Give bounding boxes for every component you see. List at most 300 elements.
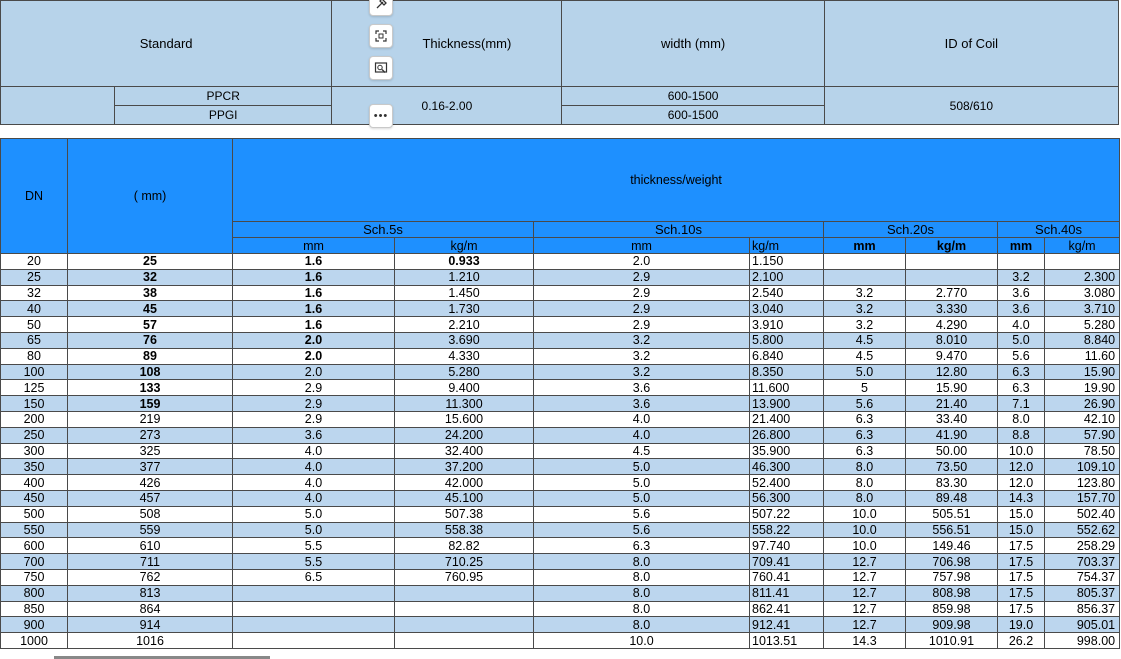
table-cell: 10.0 xyxy=(998,443,1045,459)
table-row xyxy=(1,490,1120,506)
unit-mm-10s: mm xyxy=(534,238,750,254)
table-cell: 2.0 xyxy=(233,364,395,380)
table-cell: 200 xyxy=(1,411,68,427)
table-cell: 710.25 xyxy=(395,554,534,570)
table-cell: 35.900 xyxy=(750,443,824,459)
table-cell: 12.0 xyxy=(998,459,1045,475)
table-row xyxy=(1,506,1120,522)
table-row xyxy=(1,269,1120,285)
table-body xyxy=(1,254,1120,649)
table-cell: 1010.91 xyxy=(906,633,998,649)
table-row xyxy=(1,301,1120,317)
table-cell: 1.6 xyxy=(233,301,395,317)
table-row xyxy=(1,254,1120,270)
sch10s-header: Sch.10s xyxy=(534,222,824,238)
table-cell: 3.6 xyxy=(998,301,1045,317)
table-cell: 610 xyxy=(68,538,233,554)
table-cell: 159 xyxy=(68,396,233,412)
standard-ppgi: PPGI xyxy=(115,106,332,125)
table-cell: 1.6 xyxy=(233,317,395,333)
select-icon[interactable] xyxy=(369,24,393,48)
table-cell: 502.40 xyxy=(1045,506,1120,522)
table-cell: 2.0 xyxy=(534,254,750,270)
table-cell xyxy=(233,585,395,601)
table-cell: 505.51 xyxy=(906,506,998,522)
table-cell: 813 xyxy=(68,585,233,601)
more-icon[interactable]: ••• xyxy=(369,104,393,128)
table-cell: 760.41 xyxy=(750,569,824,585)
tool-icon[interactable] xyxy=(369,0,393,16)
table-cell: 50.00 xyxy=(906,443,998,459)
table-row xyxy=(1,585,1120,601)
table-cell: 757.98 xyxy=(906,569,998,585)
standard-blank-cell xyxy=(1,87,115,125)
table-cell: 4.290 xyxy=(906,317,998,333)
table-cell: 2.9 xyxy=(233,396,395,412)
table-cell: 4.0 xyxy=(998,317,1045,333)
table-cell: 900 xyxy=(1,617,68,633)
table-cell: 2.0 xyxy=(233,332,395,348)
table-cell: 219 xyxy=(68,411,233,427)
table-cell: 1.450 xyxy=(395,285,534,301)
table-cell: 20 xyxy=(1,254,68,270)
table-cell: 52.400 xyxy=(750,475,824,491)
table-row xyxy=(1,411,1120,427)
table-cell: 1.6 xyxy=(233,254,395,270)
table-cell: 8.0 xyxy=(824,459,906,475)
table-cell: 6.840 xyxy=(750,348,824,364)
table-cell: 5.0 xyxy=(233,506,395,522)
unit-mm-40s: mm xyxy=(998,238,1045,254)
table-cell: 37.200 xyxy=(395,459,534,475)
table-row xyxy=(1,522,1120,538)
table-cell: 5.280 xyxy=(395,364,534,380)
table-row xyxy=(1,443,1120,459)
table-cell: 2.0 xyxy=(233,348,395,364)
table-cell: 3.2 xyxy=(534,332,750,348)
table-cell: 862.41 xyxy=(750,601,824,617)
table-row xyxy=(1,601,1120,617)
table-cell: 400 xyxy=(1,475,68,491)
table-cell: 26.2 xyxy=(998,633,1045,649)
table-cell xyxy=(906,254,998,270)
table-cell: 2.9 xyxy=(534,269,750,285)
capture-icon[interactable] xyxy=(369,56,393,80)
table-cell: 909.98 xyxy=(906,617,998,633)
table-cell: 760.95 xyxy=(395,569,534,585)
table-cell: 808.98 xyxy=(906,585,998,601)
table-cell: 2.9 xyxy=(534,301,750,317)
table-cell: 8.0 xyxy=(534,617,750,633)
table-cell: 12.7 xyxy=(824,569,906,585)
table-cell: 250 xyxy=(1,427,68,443)
table-cell: 556.51 xyxy=(906,522,998,538)
table-cell: 8.010 xyxy=(906,332,998,348)
table-cell: 19.0 xyxy=(998,617,1045,633)
table-row xyxy=(1,569,1120,585)
table-cell: 10.0 xyxy=(824,522,906,538)
table-cell: 377 xyxy=(68,459,233,475)
table-cell: 42.000 xyxy=(395,475,534,491)
table-row xyxy=(1,332,1120,348)
table-cell: 17.5 xyxy=(998,538,1045,554)
table-cell: 558.38 xyxy=(395,522,534,538)
table-cell: 82.82 xyxy=(395,538,534,554)
table-cell: 25 xyxy=(1,269,68,285)
table-cell: 998.00 xyxy=(1045,633,1120,649)
table-cell: 800 xyxy=(1,585,68,601)
table-cell: 38 xyxy=(68,285,233,301)
table-cell: 11.60 xyxy=(1045,348,1120,364)
unit-kgm-5s: kg/m xyxy=(395,238,534,254)
table-cell: 550 xyxy=(1,522,68,538)
table-row xyxy=(1,554,1120,570)
table-cell: 1.730 xyxy=(395,301,534,317)
table-cell: 56.300 xyxy=(750,490,824,506)
table-cell: 12.7 xyxy=(824,601,906,617)
table-cell: 258.29 xyxy=(1045,538,1120,554)
table-cell: 3.2 xyxy=(824,301,906,317)
table-cell: 65 xyxy=(1,332,68,348)
sch5s-header: Sch.5s xyxy=(233,222,534,238)
table-cell: 15.0 xyxy=(998,506,1045,522)
table-cell: 709.41 xyxy=(750,554,824,570)
table-cell: 83.30 xyxy=(906,475,998,491)
table-cell: 2.100 xyxy=(750,269,824,285)
table-cell: 97.740 xyxy=(750,538,824,554)
table-cell: 8.350 xyxy=(750,364,824,380)
table-cell: 8.0 xyxy=(534,569,750,585)
table-cell: 109.10 xyxy=(1045,459,1120,475)
coil-spec-table xyxy=(0,0,1119,125)
table-cell: 4.5 xyxy=(534,443,750,459)
table-cell: 46.300 xyxy=(750,459,824,475)
table-cell: 750 xyxy=(1,569,68,585)
table-cell: 40 xyxy=(1,301,68,317)
table-cell: 706.98 xyxy=(906,554,998,570)
table-cell: 19.90 xyxy=(1045,380,1120,396)
table-cell: 157.70 xyxy=(1045,490,1120,506)
table-row xyxy=(1,317,1120,333)
table-cell: 14.3 xyxy=(998,490,1045,506)
table-cell: 859.98 xyxy=(906,601,998,617)
table-cell: 762 xyxy=(68,569,233,585)
table-row xyxy=(1,380,1120,396)
table-cell: 6.3 xyxy=(534,538,750,554)
table-cell: 2.300 xyxy=(1045,269,1120,285)
table-cell: 15.90 xyxy=(1045,364,1120,380)
table-cell: 10.0 xyxy=(824,538,906,554)
table-row xyxy=(1,348,1120,364)
table-cell: 4.0 xyxy=(233,490,395,506)
table-cell xyxy=(1045,254,1120,270)
table-cell: 4.0 xyxy=(233,459,395,475)
thickness-value: 0.16-2.00 xyxy=(332,87,562,125)
table-cell: 1013.51 xyxy=(750,633,824,649)
table-cell: 3.690 xyxy=(395,332,534,348)
table-cell: 805.37 xyxy=(1045,585,1120,601)
sch40s-header: Sch.40s xyxy=(998,222,1120,238)
table-row xyxy=(1,633,1120,649)
table-cell: 76 xyxy=(68,332,233,348)
id-coil-value: 508/610 xyxy=(824,87,1118,125)
table-cell: 8.0 xyxy=(824,490,906,506)
table-cell: 45 xyxy=(68,301,233,317)
table-row xyxy=(1,396,1120,412)
table-cell: 1016 xyxy=(68,633,233,649)
width-header: width (mm) xyxy=(562,1,824,87)
table-cell: 4.5 xyxy=(824,332,906,348)
table-cell: 14.3 xyxy=(824,633,906,649)
width-ppgi: 600-1500 xyxy=(562,106,824,125)
table-cell: 6.3 xyxy=(998,364,1045,380)
table-cell: 10.0 xyxy=(534,633,750,649)
table-cell: 100 xyxy=(1,364,68,380)
table-cell: 11.600 xyxy=(750,380,824,396)
table-cell: 5.0 xyxy=(534,490,750,506)
table-cell: 4.5 xyxy=(824,348,906,364)
table-cell: 3.2 xyxy=(998,269,1045,285)
table-cell: 558.22 xyxy=(750,522,824,538)
table-cell: 57.90 xyxy=(1045,427,1120,443)
table-cell: 2.9 xyxy=(233,380,395,396)
table-cell: 273 xyxy=(68,427,233,443)
table-cell: 133 xyxy=(68,380,233,396)
table-cell xyxy=(395,617,534,633)
table-cell: 12.80 xyxy=(906,364,998,380)
table-cell: 15.0 xyxy=(998,522,1045,538)
table-cell: 3.2 xyxy=(534,348,750,364)
table-cell: 850 xyxy=(1,601,68,617)
unit-kgm-20s: kg/m xyxy=(906,238,998,254)
table-cell: 5 xyxy=(824,380,906,396)
table-cell: 5.800 xyxy=(750,332,824,348)
table-cell: 108 xyxy=(68,364,233,380)
table-cell xyxy=(906,269,998,285)
table-cell: 45.100 xyxy=(395,490,534,506)
table-cell: 50 xyxy=(1,317,68,333)
table-cell: 2.9 xyxy=(534,317,750,333)
table-cell: 3.080 xyxy=(1045,285,1120,301)
table-cell: 5.0 xyxy=(233,522,395,538)
table-cell: 4.0 xyxy=(233,475,395,491)
table-cell xyxy=(998,254,1045,270)
table-cell: 811.41 xyxy=(750,585,824,601)
table-cell: 11.300 xyxy=(395,396,534,412)
table-cell: 3.2 xyxy=(534,364,750,380)
table-cell: 6.3 xyxy=(824,443,906,459)
unit-kgm-40s: kg/m xyxy=(1045,238,1120,254)
pipe-weight-table xyxy=(0,138,1120,649)
table-cell: 33.40 xyxy=(906,411,998,427)
sch20s-header: Sch.20s xyxy=(824,222,998,238)
table-row xyxy=(1,459,1120,475)
table-cell: 42.10 xyxy=(1045,411,1120,427)
table-cell: 8.0 xyxy=(824,475,906,491)
table-cell: 32 xyxy=(1,285,68,301)
table-cell: 754.37 xyxy=(1045,569,1120,585)
table-cell: 1.150 xyxy=(750,254,824,270)
table-cell: 5.6 xyxy=(998,348,1045,364)
table-cell xyxy=(395,601,534,617)
table-cell: 2.770 xyxy=(906,285,998,301)
table-cell: 3.6 xyxy=(998,285,1045,301)
table-cell: 150 xyxy=(1,396,68,412)
table-cell: 2.9 xyxy=(233,411,395,427)
table-cell: 300 xyxy=(1,443,68,459)
table-cell: 8.0 xyxy=(534,601,750,617)
table-cell: 25 xyxy=(68,254,233,270)
table-cell: 8.0 xyxy=(534,554,750,570)
table-cell: 125 xyxy=(1,380,68,396)
table-cell: 9.470 xyxy=(906,348,998,364)
table-cell: 350 xyxy=(1,459,68,475)
table-cell: 1.6 xyxy=(233,285,395,301)
table-cell: 26.800 xyxy=(750,427,824,443)
table-cell: 89.48 xyxy=(906,490,998,506)
table-cell: 9.400 xyxy=(395,380,534,396)
table-cell: 1.210 xyxy=(395,269,534,285)
table-cell: 2.9 xyxy=(534,285,750,301)
table-cell: 5.6 xyxy=(824,396,906,412)
table-cell: 15.600 xyxy=(395,411,534,427)
table-cell: 912.41 xyxy=(750,617,824,633)
unit-mm-20s: mm xyxy=(824,238,906,254)
table-cell: 3.910 xyxy=(750,317,824,333)
table-cell: 3.2 xyxy=(824,285,906,301)
dn-header: DN xyxy=(1,139,68,254)
table-cell xyxy=(395,585,534,601)
table-cell: 1000 xyxy=(1,633,68,649)
table-row xyxy=(1,427,1120,443)
table-cell: 3.6 xyxy=(534,396,750,412)
table-cell: 13.900 xyxy=(750,396,824,412)
table-cell: 10.0 xyxy=(824,506,906,522)
table-cell: 3.6 xyxy=(534,380,750,396)
table-row xyxy=(1,475,1120,491)
table-cell: 6.3 xyxy=(824,411,906,427)
table-cell: 457 xyxy=(68,490,233,506)
table-cell: 32.400 xyxy=(395,443,534,459)
table-cell: 12.7 xyxy=(824,585,906,601)
table-cell: 856.37 xyxy=(1045,601,1120,617)
table-cell: 914 xyxy=(68,617,233,633)
table-cell: 5.0 xyxy=(534,475,750,491)
table-cell: 3.040 xyxy=(750,301,824,317)
table-cell: 15.90 xyxy=(906,380,998,396)
table-cell: 4.0 xyxy=(534,411,750,427)
table-cell: 17.5 xyxy=(998,569,1045,585)
table-cell: 5.280 xyxy=(1045,317,1120,333)
table-cell: 21.40 xyxy=(906,396,998,412)
table-cell: 4.0 xyxy=(534,427,750,443)
table-cell: 5.0 xyxy=(998,332,1045,348)
floating-toolbar xyxy=(367,0,395,128)
unit-mm-5s: mm xyxy=(233,238,395,254)
table-row xyxy=(1,617,1120,633)
table-cell xyxy=(233,617,395,633)
table-cell: 32 xyxy=(68,269,233,285)
table-cell: 3.6 xyxy=(233,427,395,443)
table-cell: 12.7 xyxy=(824,554,906,570)
table-cell: 6.3 xyxy=(824,427,906,443)
table-cell: 80 xyxy=(1,348,68,364)
table-cell: 507.22 xyxy=(750,506,824,522)
table-cell: 600 xyxy=(1,538,68,554)
table-cell: 8.0 xyxy=(534,585,750,601)
table-cell: 450 xyxy=(1,490,68,506)
table-cell: 3.710 xyxy=(1045,301,1120,317)
table-cell: 24.200 xyxy=(395,427,534,443)
table-cell: 6.3 xyxy=(998,380,1045,396)
table-cell: 89 xyxy=(68,348,233,364)
table-cell: 0.933 xyxy=(395,254,534,270)
table-cell xyxy=(824,254,906,270)
table-cell: 703.37 xyxy=(1045,554,1120,570)
mm-header: ( mm) xyxy=(68,139,233,254)
table-cell: 5.0 xyxy=(824,364,906,380)
table-cell: 57 xyxy=(68,317,233,333)
id-coil-header: ID of Coil xyxy=(824,1,1118,87)
table-cell: 8.8 xyxy=(998,427,1045,443)
table-cell: 5.5 xyxy=(233,538,395,554)
table-cell: 7.1 xyxy=(998,396,1045,412)
table-cell: 8.0 xyxy=(998,411,1045,427)
table-cell xyxy=(395,633,534,649)
table-cell: 5.6 xyxy=(534,506,750,522)
table-cell: 12.7 xyxy=(824,617,906,633)
table-cell: 711 xyxy=(68,554,233,570)
table-cell: 5.0 xyxy=(534,459,750,475)
table-cell: 507.38 xyxy=(395,506,534,522)
table-cell: 12.0 xyxy=(998,475,1045,491)
table-cell xyxy=(233,601,395,617)
table-cell xyxy=(233,633,395,649)
table-cell: 41.90 xyxy=(906,427,998,443)
standard-ppcr: PPCR xyxy=(115,87,332,106)
table-cell: 905.01 xyxy=(1045,617,1120,633)
table-cell: 17.5 xyxy=(998,554,1045,570)
table-cell: 4.0 xyxy=(233,443,395,459)
table-cell: 5.6 xyxy=(534,522,750,538)
table-cell: 17.5 xyxy=(998,585,1045,601)
table-cell: 426 xyxy=(68,475,233,491)
table-cell: 21.400 xyxy=(750,411,824,427)
table-cell: 73.50 xyxy=(906,459,998,475)
table-cell: 1.6 xyxy=(233,269,395,285)
table-cell: 508 xyxy=(68,506,233,522)
table-cell: 559 xyxy=(68,522,233,538)
table-cell: 149.46 xyxy=(906,538,998,554)
table-cell: 325 xyxy=(68,443,233,459)
unit-kgm-10s: kg/m xyxy=(750,238,824,254)
table-cell: 4.330 xyxy=(395,348,534,364)
table-cell: 552.62 xyxy=(1045,522,1120,538)
table-cell: 2.210 xyxy=(395,317,534,333)
thickness-weight-header: thickness/weight xyxy=(233,139,1120,222)
table-cell: 500 xyxy=(1,506,68,522)
table-row xyxy=(1,364,1120,380)
table-cell: 3.330 xyxy=(906,301,998,317)
table-row xyxy=(1,285,1120,301)
table-cell: 123.80 xyxy=(1045,475,1120,491)
table-cell: 8.840 xyxy=(1045,332,1120,348)
table-cell: 700 xyxy=(1,554,68,570)
table-cell: 864 xyxy=(68,601,233,617)
table-row xyxy=(1,538,1120,554)
table-cell: 2.540 xyxy=(750,285,824,301)
table-cell xyxy=(824,269,906,285)
